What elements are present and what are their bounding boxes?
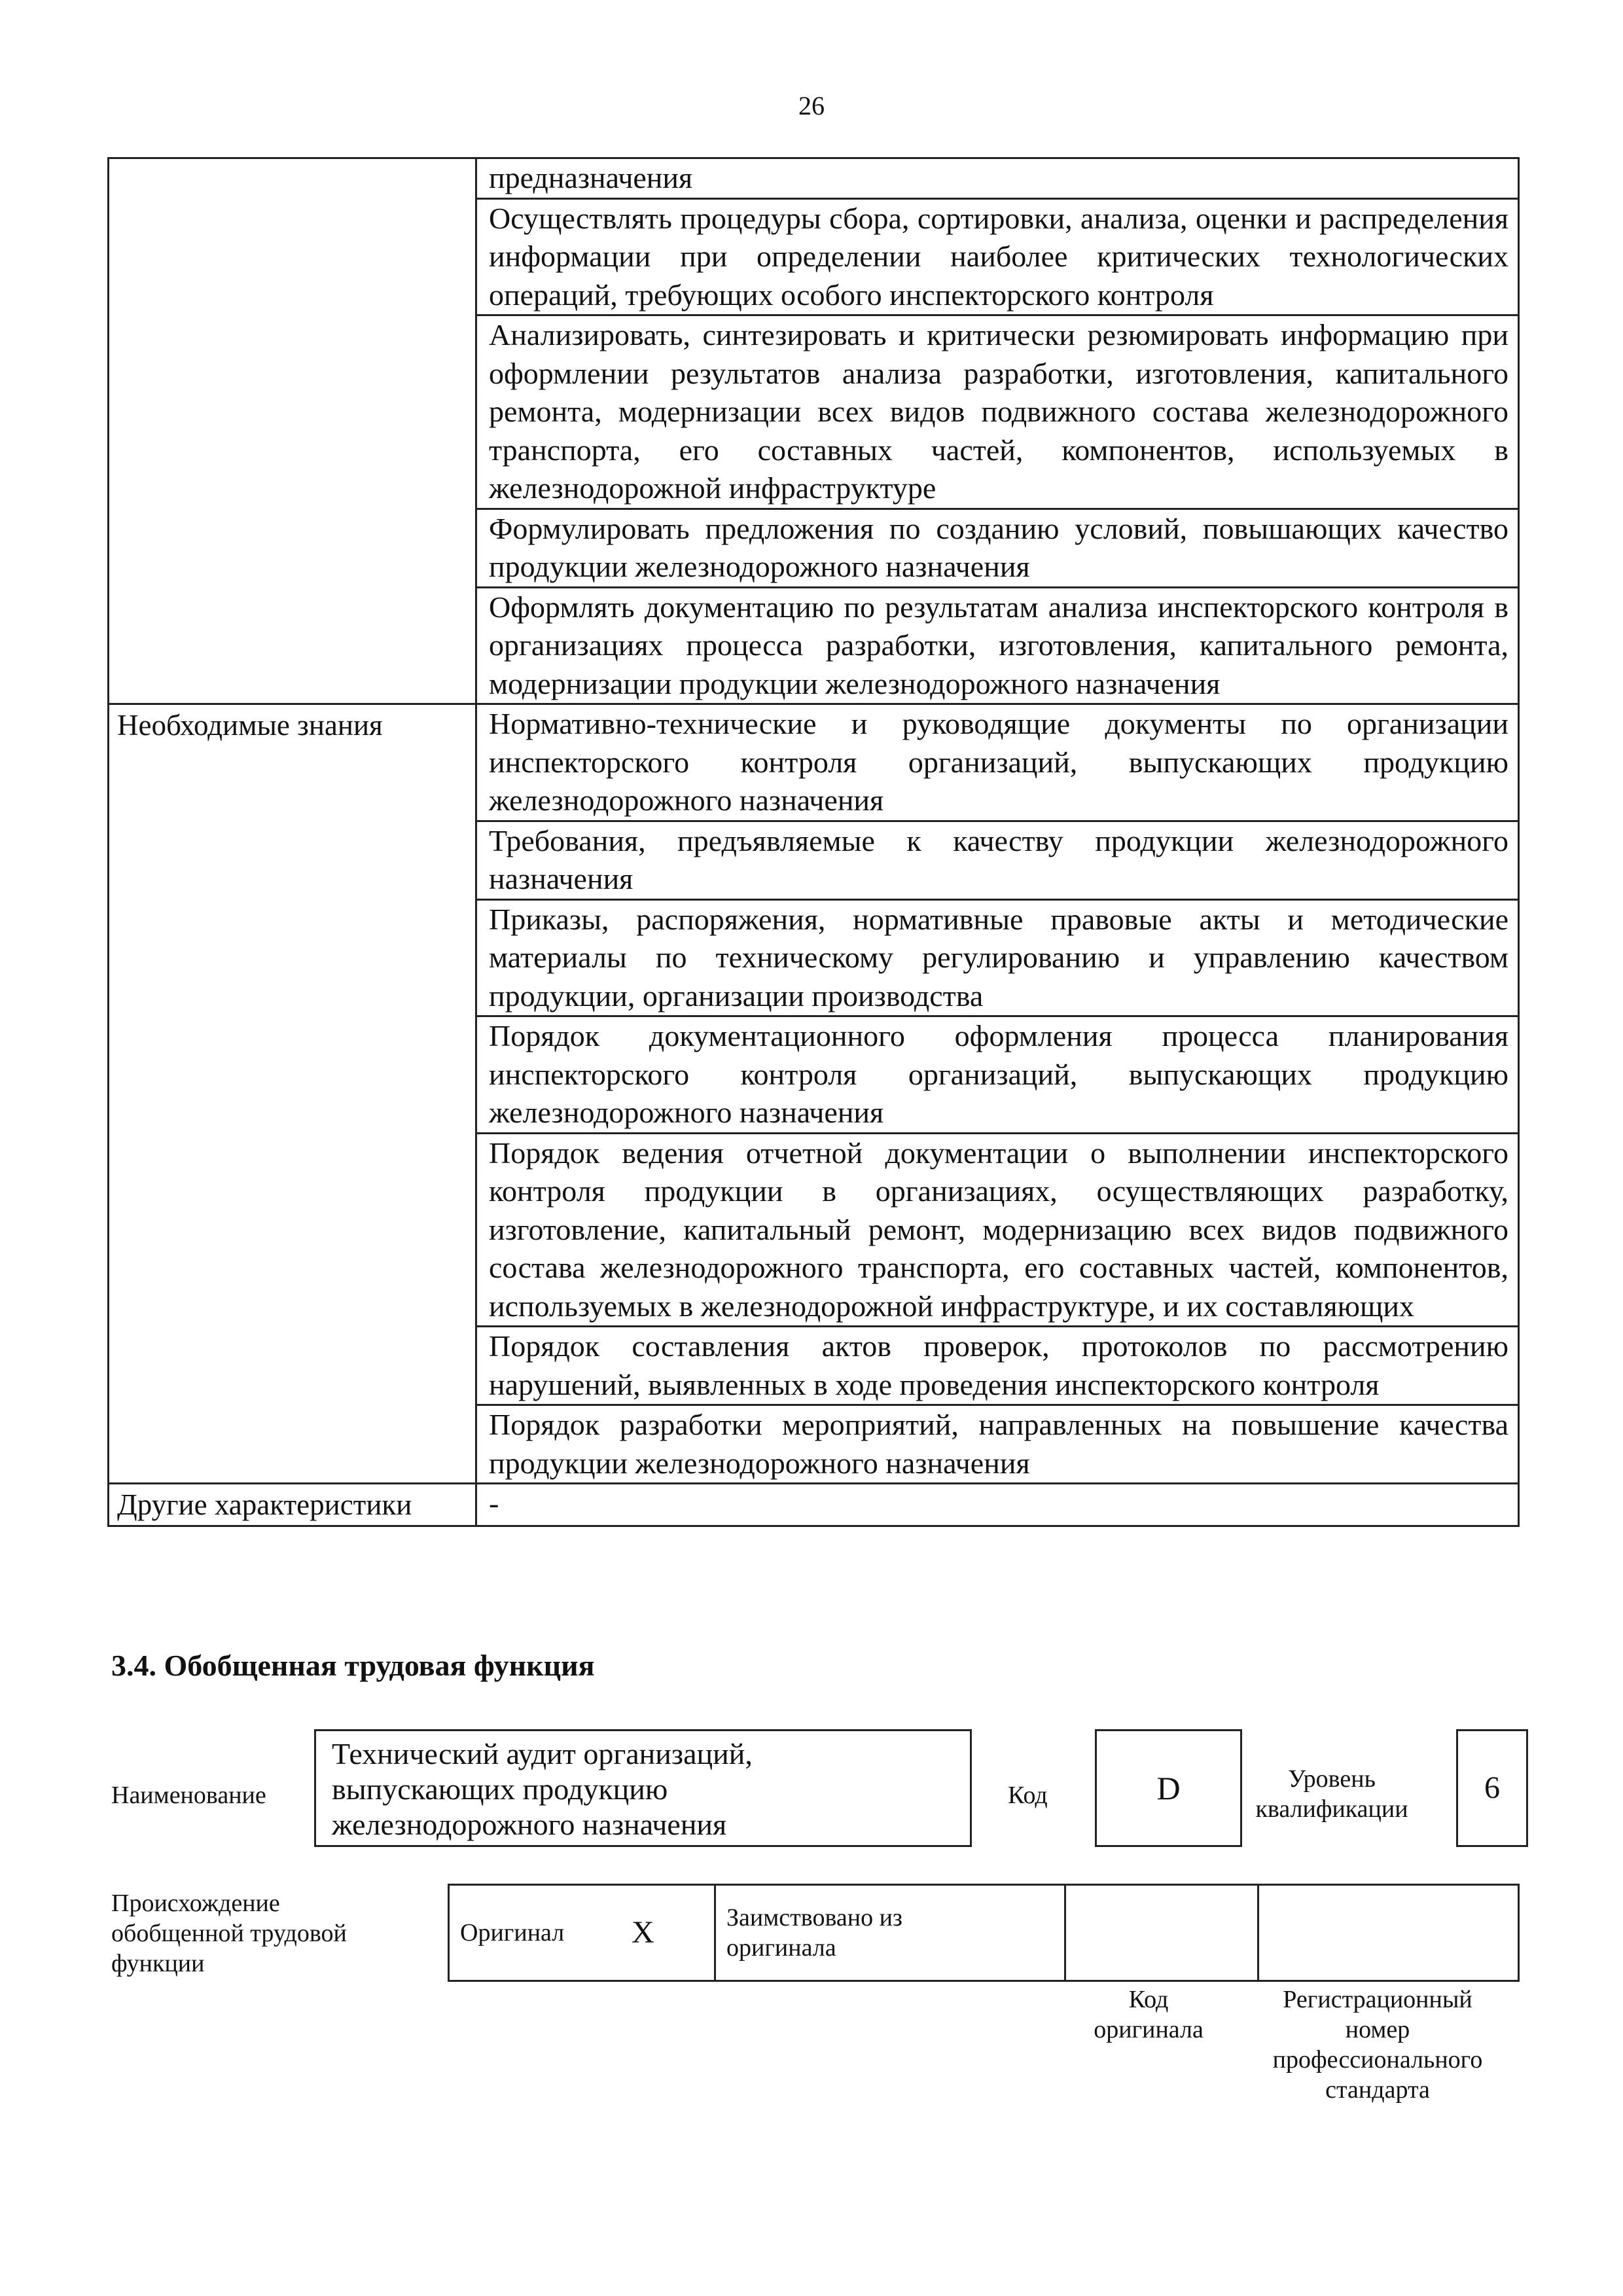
registration-caption-line: профессионального <box>1272 2046 1483 2073</box>
level-label <box>1250 1764 1414 1824</box>
table-row <box>109 704 1519 821</box>
code-value: D <box>1156 1770 1181 1806</box>
skill-item: Осуществлять процедуры сбора, сортировки, анализа, оценки и распределения информации при определении наиболее критических технологических операций, требующих особого инспекторского контроля <box>476 198 1519 315</box>
level-value: 6 <box>1484 1770 1500 1805</box>
knowledge-item: Порядок документационного оформления процесса планирования инспекторского контроля организаций, выпускающих продукцию железнодорожного назначения <box>476 1016 1519 1134</box>
origin-label-line: функции <box>111 1950 205 1977</box>
origin-label-line: обобщенной трудовой <box>111 1920 347 1947</box>
knowledge-item: Порядок составления актов проверок, протоколов по рассмотрению нарушений, выявленных в ходе проведения инспекторского контроля <box>476 1327 1519 1405</box>
borrowed-label-line: оригинала <box>726 1934 836 1962</box>
origin-label-line: Происхождение <box>111 1890 280 1917</box>
origin-label <box>111 1888 347 1979</box>
knowledge-item: Порядок ведения отчетной документации о выполнении инспекторского контроля продукции в организациях, осуществляющих разработку, изготовление, капитальный ремонт, модернизацию всех видов подвижного состава железнодорожного транспорта, его составных частей, компонентов, используемых в железнодорожной инфраструктуре, и их составляющих <box>476 1133 1519 1327</box>
skill-item: Формулировать предложения по созданию условий, повышающих качество продукции железнодорожного назначения <box>476 509 1519 587</box>
other-characteristics-value: - <box>476 1484 1519 1526</box>
borrowed-label-line: Заимствовано из <box>726 1904 902 1931</box>
original-mark: X <box>621 1885 715 1981</box>
skills-label-cell <box>109 158 476 704</box>
other-characteristics-label: Другие характеристики <box>109 1484 476 1526</box>
name-value-line: Технический аудит организаций, <box>332 1737 753 1770</box>
skill-item: Оформлять документацию по результатам анализа инспекторского контроля в организациях процесса разработки, изготовления, капитального ремонта, модернизации продукции железнодорожного назначения <box>476 587 1519 704</box>
name-value-box <box>314 1729 972 1847</box>
knowledge-item: Требования, предъявляемые к качеству продукции железнодорожного назначения <box>476 821 1519 899</box>
level-value-box <box>1456 1729 1528 1847</box>
origin-table <box>448 1884 1520 1982</box>
requirements-table <box>107 157 1520 1527</box>
section-heading: 3.4. Обобщенная трудовая функция <box>111 1649 595 1682</box>
name-label: Наименование <box>111 1782 266 1809</box>
knowledge-item: Порядок разработки мероприятий, направленных на повышение качества продукции железнодорожного назначения <box>476 1405 1519 1484</box>
borrowed-label-cell <box>715 1885 1065 1981</box>
code-caption-line: Код <box>1128 1986 1169 2013</box>
skill-item: предназначения <box>476 158 1519 199</box>
knowledge-item: Нормативно-технические и руководящие документы по организации инспекторского контроля организаций, выпускающих продукцию железнодорожного назначения <box>476 704 1519 821</box>
original-label: Оригинал <box>449 1885 622 1981</box>
code-caption-line: оригинала <box>1094 2016 1204 2043</box>
registration-number-cell <box>1258 1885 1519 1981</box>
knowledge-item: Приказы, распоряжения, нормативные правовые акты и методические материалы по техническому регулированию и управлению качеством продукции, организации производства <box>476 899 1519 1016</box>
code-caption <box>1060 1984 1237 2045</box>
knowledge-label: Необходимые знания <box>109 704 476 1484</box>
registration-caption-line: номер <box>1345 2016 1410 2043</box>
page-number: 26 <box>798 91 825 120</box>
table-row <box>109 158 1519 199</box>
registration-caption-line: Регистрационный <box>1283 1986 1472 2013</box>
table-row <box>449 1885 1519 1981</box>
table-row <box>109 1484 1519 1526</box>
registration-caption <box>1237 1984 1518 2105</box>
code-label: Код <box>1008 1782 1048 1809</box>
name-value-line: выпускающих продукцию <box>332 1772 668 1806</box>
name-value-line: железнодорожного назначения <box>332 1808 727 1841</box>
code-value-box <box>1095 1729 1242 1847</box>
level-label-line: квалификации <box>1255 1795 1408 1823</box>
level-label-line: Уровень <box>1288 1765 1376 1793</box>
skill-item: Анализировать, синтезировать и критически резюмировать информацию при оформлении результатов анализа разработки, изготовления, капитального ремонта, модернизации всех видов подвижного состава железнодорожного транспорта, его составных частей, компонентов, используемых в железнодорожной инфраструктуре <box>476 315 1519 509</box>
registration-caption-line: стандарта <box>1325 2076 1430 2104</box>
original-code-cell <box>1065 1885 1258 1981</box>
